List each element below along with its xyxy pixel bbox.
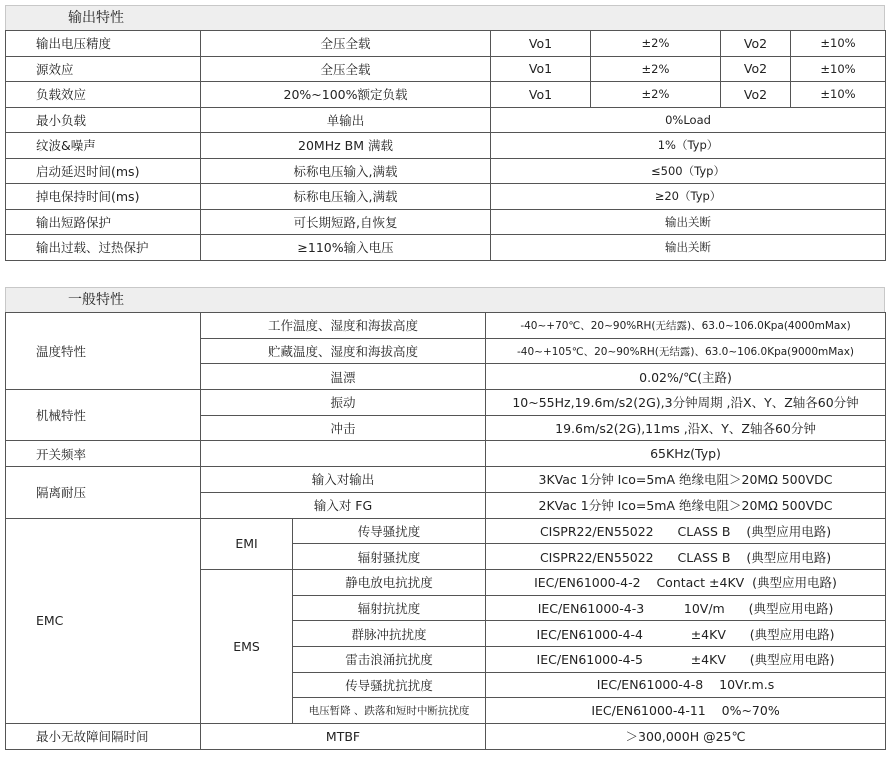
iso-label: 隔离耐压 (6, 467, 201, 518)
table-row (6, 158, 886, 184)
ems-item-3: 雷击浪涌抗扰度 (293, 646, 486, 672)
output-condition: 标称电压输入,满载 (201, 158, 491, 184)
table-row (6, 441, 886, 467)
emi-value-0: CISPR22/EN55022 CLASS B (典型应用电路) (486, 518, 886, 544)
freq-value: 65KHz(Typ) (486, 441, 886, 467)
mech-value-1: 19.6m/s2(2G),11ms ,沿X、Y、Z轴各60分钟 (486, 415, 886, 441)
table-row (6, 82, 886, 108)
output-condition: 20MHz BM 满载 (201, 133, 491, 159)
ems-value-4: IEC/EN61000-4-8 10Vr.m.s (486, 672, 886, 698)
temp-value-1: -40~+105℃、20~90%RH(无结露)、63.0~106.0Kpa(9000mMax) (486, 338, 886, 364)
output-value: 输出关断 (491, 209, 886, 235)
table-row (6, 56, 886, 82)
ems-label: EMS (201, 569, 293, 723)
emi-label: EMI (201, 518, 293, 569)
output-param-name: 最小负载 (6, 107, 201, 133)
output-condition: 全压全载 (201, 56, 491, 82)
freq-blank (201, 441, 486, 467)
vo1-label: Vo1 (491, 82, 591, 108)
output-param-name: 掉电保持时间(ms) (6, 184, 201, 210)
ems-item-2: 群脉冲抗扰度 (293, 621, 486, 647)
mtbf-label: 最小无故障间隔时间 (6, 724, 201, 750)
output-value: ≤500（Typ） (491, 158, 886, 184)
output-param-name: 启动延迟时间(ms) (6, 158, 201, 184)
output-spec-table (5, 30, 886, 261)
iso-item-1: 输入对 FG (201, 492, 486, 518)
table-row (6, 467, 886, 493)
output-param-name: 输出过载、过热保护 (6, 235, 201, 261)
table-row (6, 107, 886, 133)
table-row (6, 518, 886, 544)
output-param-name: 负载效应 (6, 82, 201, 108)
output-param-name: 源效应 (6, 56, 201, 82)
ems-item-5: 电压暂降 、跌落和短时中断抗扰度 (293, 698, 486, 724)
temp-value-2: 0.02%/℃(主路) (486, 364, 886, 390)
vo2-label: Vo2 (721, 82, 791, 108)
output-section (5, 5, 885, 261)
temp-label: 温度特性 (6, 313, 201, 390)
emc-label: EMC (6, 518, 201, 724)
temp-item-0: 工作温度、湿度和海拔高度 (201, 313, 486, 339)
ems-item-4: 传导骚扰抗扰度 (293, 672, 486, 698)
table-row (6, 209, 886, 235)
mech-value-0: 10~55Hz,19.6m/s2(2G),3分钟周期 ,沿X、Y、Z轴各60分钟 (486, 390, 886, 416)
table-row (6, 133, 886, 159)
temp-item-2: 温漂 (201, 364, 486, 390)
emi-item-1: 辐射骚扰度 (293, 544, 486, 570)
ems-value-0: IEC/EN61000-4-2 Contact ±4KV (典型应用电路) (486, 569, 886, 595)
output-value: 输出关断 (491, 235, 886, 261)
output-value: ≥20（Typ） (491, 184, 886, 210)
general-section (5, 287, 885, 750)
table-row (6, 31, 886, 57)
output-value: 1%（Typ） (491, 133, 886, 159)
mech-item-1: 冲击 (201, 415, 486, 441)
vo1-value: ±2% (591, 31, 721, 57)
output-param-name: 纹波&噪声 (6, 133, 201, 159)
table-row (6, 724, 886, 750)
iso-value-0: 3KVac 1分钟 Ico=5mA 绝缘电阻＞20MΩ 500VDC (486, 467, 886, 493)
vo2-value: ±10% (791, 82, 886, 108)
vo1-label: Vo1 (491, 56, 591, 82)
output-condition: 标称电压输入,满载 (201, 184, 491, 210)
vo2-label: Vo2 (721, 56, 791, 82)
temp-item-1: 贮藏温度、湿度和海拔高度 (201, 338, 486, 364)
table-row (6, 313, 886, 339)
mech-item-0: 振动 (201, 390, 486, 416)
table-row (6, 390, 886, 416)
ems-value-1: IEC/EN61000-4-3 10V/m (典型应用电路) (486, 595, 886, 621)
mtbf-value: ＞300,000H @25℃ (486, 724, 886, 750)
table-row (6, 235, 886, 261)
ems-value-5: IEC/EN61000-4-11 0%~70% (486, 698, 886, 724)
mech-label: 机械特性 (6, 390, 201, 441)
output-condition: 单输出 (201, 107, 491, 133)
general-spec-table (5, 312, 886, 750)
output-condition: 可长期短路,自恢复 (201, 209, 491, 235)
output-value: 0%Load (491, 107, 886, 133)
ems-item-1: 辐射抗扰度 (293, 595, 486, 621)
ems-value-3: IEC/EN61000-4-5 ±4KV (典型应用电路) (486, 646, 886, 672)
output-condition: 20%~100%额定负载 (201, 82, 491, 108)
freq-label: 开关频率 (6, 441, 201, 467)
table-row (6, 184, 886, 210)
temp-value-0: -40~+70℃、20~90%RH(无结露)、63.0~106.0Kpa(4000mMax) (486, 313, 886, 339)
iso-value-1: 2KVac 1分钟 Ico=5mA 绝缘电阻＞20MΩ 500VDC (486, 492, 886, 518)
vo1-label: Vo1 (491, 31, 591, 57)
mtbf-item: MTBF (201, 724, 486, 750)
output-param-name: 输出电压精度 (6, 31, 201, 57)
ems-value-2: IEC/EN61000-4-4 ±4KV (典型应用电路) (486, 621, 886, 647)
vo1-value: ±2% (591, 56, 721, 82)
emi-item-0: 传导骚扰度 (293, 518, 486, 544)
output-condition: ≥110%输入电压 (201, 235, 491, 261)
output-condition: 全压全载 (201, 31, 491, 57)
vo1-value: ±2% (591, 82, 721, 108)
vo2-label: Vo2 (721, 31, 791, 57)
emi-value-1: CISPR22/EN55022 CLASS B (典型应用电路) (486, 544, 886, 570)
general-section-title: 一般特性 (5, 287, 885, 312)
output-param-name: 输出短路保护 (6, 209, 201, 235)
vo2-value: ±10% (791, 31, 886, 57)
ems-item-0: 静电放电抗扰度 (293, 569, 486, 595)
output-section-title: 输出特性 (5, 5, 885, 30)
vo2-value: ±10% (791, 56, 886, 82)
iso-item-0: 输入对输出 (201, 467, 486, 493)
